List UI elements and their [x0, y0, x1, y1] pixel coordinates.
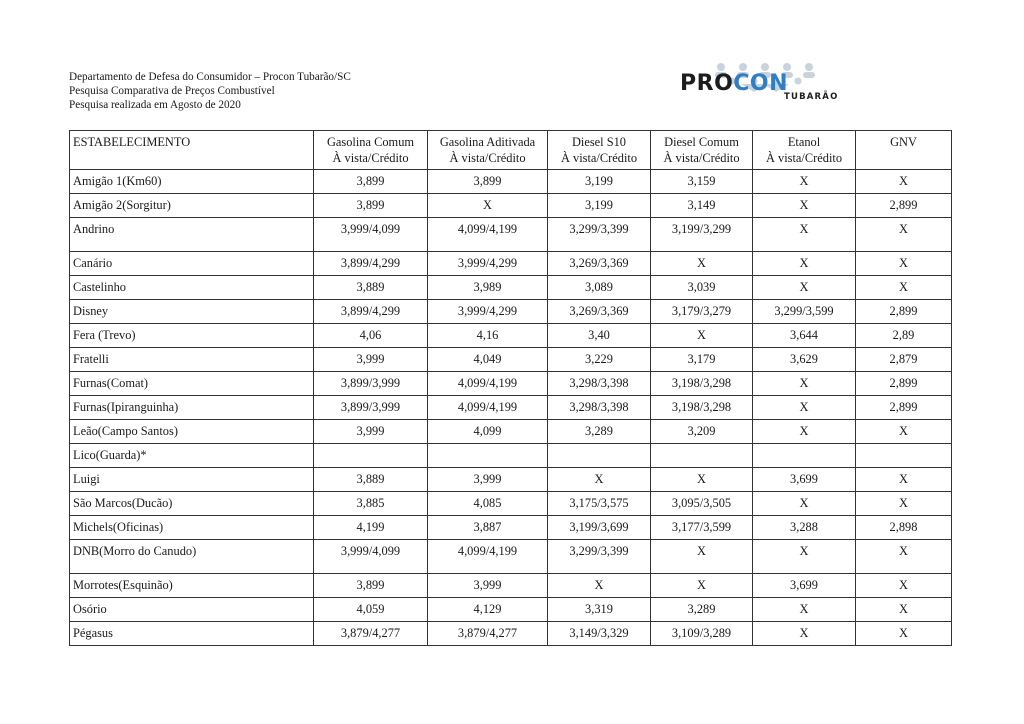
column-header-payment: À vista/Crédito [560, 151, 638, 165]
price-cell-diesel-s10: 3,199 [548, 170, 651, 194]
establishment-name: Osório [70, 598, 314, 622]
price-cell-gasolina-aditivada: 3,989 [428, 276, 548, 300]
price-cell-gnv: X [856, 276, 952, 300]
price-cell-diesel-s10: 3,319 [548, 598, 651, 622]
establishment-name: Morrotes(Esquinão) [70, 574, 314, 598]
establishment-name: Amigão 2(Sorgitur) [70, 194, 314, 218]
establishment-name: Andrino [70, 218, 314, 252]
price-cell-etanol: 3,299/3,599 [753, 300, 856, 324]
price-cell-etanol: X [753, 252, 856, 276]
establishment-name: Fera (Trevo) [70, 324, 314, 348]
header-line-survey-date: Pesquisa realizada em Agosto de 2020 [69, 99, 241, 111]
price-cell-gnv: 2,879 [856, 348, 952, 372]
table-row [70, 324, 952, 348]
price-cell-diesel-s10: X [548, 574, 651, 598]
price-cell-gasolina-comum: 3,899/3,999 [314, 396, 428, 420]
price-cell-gasolina-comum: 3,889 [314, 468, 428, 492]
price-cell-gasolina-aditivada: 3,879/4,277 [428, 622, 548, 646]
price-cell-gasolina-aditivada: 4,099/4,199 [428, 396, 548, 420]
price-cell-gnv: X [856, 420, 952, 444]
price-cell-gnv: X [856, 574, 952, 598]
price-cell-diesel-comum [651, 444, 753, 468]
price-cell-diesel-s10: 3,175/3,575 [548, 492, 651, 516]
price-cell-diesel-s10: 3,298/3,398 [548, 396, 651, 420]
price-cell-gasolina-aditivada: 4,099/4,199 [428, 540, 548, 574]
table-row [70, 540, 952, 574]
column-header-payment: À vista/Crédito [449, 151, 526, 165]
price-cell-gnv: 2,899 [856, 194, 952, 218]
price-cell-gasolina-comum [314, 444, 428, 468]
establishment-name: Amigão 1(Km60) [70, 170, 314, 194]
price-cell-gnv [856, 444, 952, 468]
price-cell-gnv: X [856, 598, 952, 622]
price-cell-gasolina-comum: 4,059 [314, 598, 428, 622]
column-header-payment: À vista/Crédito [765, 151, 843, 165]
price-cell-gasolina-aditivada: 3,999/4,299 [428, 300, 548, 324]
price-cell-etanol: X [753, 492, 856, 516]
price-cell-gasolina-aditivada: 3,999/4,299 [428, 252, 548, 276]
price-cell-gasolina-aditivada: 4,099 [428, 420, 548, 444]
price-cell-diesel-s10: 3,199 [548, 194, 651, 218]
establishment-name: Disney [70, 300, 314, 324]
table-row [70, 194, 952, 218]
header-line-survey-title: Pesquisa Comparativa de Preços Combustível [69, 85, 275, 97]
column-header-label: Gasolina Comum [326, 135, 415, 149]
column-header-label: Gasolina Aditivada [439, 135, 536, 149]
price-cell-gasolina-comum: 3,899/4,299 [314, 300, 428, 324]
establishment-name: São Marcos(Ducão) [70, 492, 314, 516]
column-header-label: GNV [890, 135, 917, 149]
column-header-establishment [70, 131, 314, 170]
price-cell-gasolina-aditivada: 3,999 [428, 468, 548, 492]
column-header-etanol [753, 131, 856, 170]
price-cell-diesel-comum: 3,177/3,599 [651, 516, 753, 540]
price-cell-etanol: X [753, 396, 856, 420]
table-row [70, 218, 952, 252]
price-cell-diesel-comum: 3,159 [651, 170, 753, 194]
procon-logo [676, 62, 846, 102]
price-cell-diesel-comum: 3,198/3,298 [651, 372, 753, 396]
price-cell-diesel-comum: X [651, 252, 753, 276]
fuel-price-table [69, 130, 952, 646]
price-cell-diesel-comum: 3,209 [651, 420, 753, 444]
price-cell-gnv: X [856, 492, 952, 516]
price-cell-diesel-s10: 3,149/3,329 [548, 622, 651, 646]
price-cell-gnv: X [856, 170, 952, 194]
column-header-diesel-s10 [548, 131, 651, 170]
price-cell-gnv: 2,899 [856, 300, 952, 324]
price-cell-diesel-comum: 3,198/3,298 [651, 396, 753, 420]
price-cell-gasolina-aditivada: X [428, 194, 548, 218]
price-cell-etanol: X [753, 622, 856, 646]
table-row [70, 420, 952, 444]
price-cell-gnv: X [856, 540, 952, 574]
price-cell-gasolina-comum: 3,899/3,999 [314, 372, 428, 396]
document-header [69, 70, 351, 112]
price-cell-diesel-comum: X [651, 574, 753, 598]
price-cell-diesel-comum: 3,039 [651, 276, 753, 300]
price-cell-etanol: X [753, 598, 856, 622]
price-cell-diesel-comum: 3,149 [651, 194, 753, 218]
price-cell-diesel-s10: 3,199/3,699 [548, 516, 651, 540]
column-header-label: Diesel S10 [571, 135, 627, 149]
price-cell-etanol: 3,644 [753, 324, 856, 348]
price-cell-gasolina-aditivada: 4,099/4,199 [428, 218, 548, 252]
establishment-name: Luigi [70, 468, 314, 492]
price-cell-etanol: X [753, 194, 856, 218]
price-cell-gasolina-comum: 4,199 [314, 516, 428, 540]
price-cell-gnv: 2,89 [856, 324, 952, 348]
table-row [70, 622, 952, 646]
price-cell-etanol: X [753, 276, 856, 300]
price-cell-gasolina-comum: 3,899 [314, 194, 428, 218]
column-header-payment: À vista/Crédito [663, 151, 740, 165]
price-cell-gasolina-aditivada: 4,085 [428, 492, 548, 516]
column-header-payment: À vista/Crédito [332, 151, 409, 165]
price-cell-gasolina-comum: 3,999 [314, 348, 428, 372]
column-header-gnv [856, 131, 952, 170]
table-row [70, 492, 952, 516]
establishment-name: Leão(Campo Santos) [70, 420, 314, 444]
table-row [70, 300, 952, 324]
price-cell-gasolina-aditivada: 3,887 [428, 516, 548, 540]
establishment-name: Canário [70, 252, 314, 276]
price-cell-gasolina-aditivada: 4,16 [428, 324, 548, 348]
table-row [70, 252, 952, 276]
price-cell-etanol: X [753, 540, 856, 574]
price-cell-etanol: X [753, 218, 856, 252]
price-cell-diesel-comum: X [651, 468, 753, 492]
price-cell-gnv: X [856, 622, 952, 646]
price-cell-etanol [753, 444, 856, 468]
table-row [70, 372, 952, 396]
establishment-name: Fratelli [70, 348, 314, 372]
price-cell-diesel-s10: 3,269/3,369 [548, 252, 651, 276]
price-cell-diesel-comum: 3,289 [651, 598, 753, 622]
price-cell-gasolina-comum: 3,889 [314, 276, 428, 300]
price-cell-gasolina-comum: 3,879/4,277 [314, 622, 428, 646]
column-header-label: Diesel Comum [664, 135, 739, 149]
establishment-name: Lico(Guarda)* [70, 444, 314, 468]
price-cell-etanol: X [753, 420, 856, 444]
price-cell-diesel-s10: 3,289 [548, 420, 651, 444]
price-cell-diesel-comum: 3,179 [651, 348, 753, 372]
header-line-department: Departamento de Defesa do Consumidor – Procon Tubarão/SC [69, 71, 351, 83]
price-cell-gasolina-comum: 3,999/4,099 [314, 540, 428, 574]
establishment-name: Pégasus [70, 622, 314, 646]
establishment-name: Castelinho [70, 276, 314, 300]
price-cell-gasolina-comum: 4,06 [314, 324, 428, 348]
table-row [70, 348, 952, 372]
table-row [70, 444, 952, 468]
price-cell-gasolina-aditivada: 4,049 [428, 348, 548, 372]
price-cell-diesel-s10: 3,299/3,399 [548, 218, 651, 252]
price-cell-gasolina-aditivada: 4,099/4,199 [428, 372, 548, 396]
price-cell-gasolina-comum: 3,899 [314, 574, 428, 598]
price-cell-etanol: X [753, 170, 856, 194]
price-cell-gnv: 2,899 [856, 372, 952, 396]
price-cell-diesel-s10: 3,269/3,369 [548, 300, 651, 324]
price-cell-diesel-s10: X [548, 468, 651, 492]
logo-subtitle: TUBARÃO [784, 92, 839, 102]
table-row [70, 574, 952, 598]
price-cell-diesel-s10 [548, 444, 651, 468]
price-cell-etanol: 3,699 [753, 468, 856, 492]
establishment-name: Furnas(Ipiranguinha) [70, 396, 314, 420]
price-cell-gasolina-comum: 3,999/4,099 [314, 218, 428, 252]
price-cell-diesel-comum: X [651, 324, 753, 348]
column-header-diesel-comum [651, 131, 753, 170]
price-cell-gasolina-aditivada: 3,899 [428, 170, 548, 194]
price-cell-gasolina-comum: 3,899 [314, 170, 428, 194]
column-header-label: ESTABELECIMENTO [73, 135, 191, 149]
table-row [70, 276, 952, 300]
column-header-label: Etanol [787, 135, 821, 149]
price-cell-diesel-s10: 3,089 [548, 276, 651, 300]
price-cell-etanol: 3,629 [753, 348, 856, 372]
price-cell-gasolina-aditivada [428, 444, 548, 468]
price-cell-gasolina-aditivada: 4,129 [428, 598, 548, 622]
price-cell-diesel-comum: X [651, 540, 753, 574]
table-row [70, 396, 952, 420]
table-row [70, 170, 952, 194]
price-cell-gasolina-comum: 3,885 [314, 492, 428, 516]
price-cell-etanol: X [753, 372, 856, 396]
table-header-row [70, 131, 952, 170]
price-cell-diesel-s10: 3,298/3,398 [548, 372, 651, 396]
establishment-name: Michels(Oficinas) [70, 516, 314, 540]
price-cell-gnv: X [856, 468, 952, 492]
price-cell-diesel-s10: 3,40 [548, 324, 651, 348]
price-cell-etanol: 3,699 [753, 574, 856, 598]
table-row [70, 468, 952, 492]
price-cell-gasolina-aditivada: 3,999 [428, 574, 548, 598]
price-cell-gnv: X [856, 218, 952, 252]
establishment-name: DNB(Morro do Canudo) [70, 540, 314, 574]
price-cell-diesel-s10: 3,229 [548, 348, 651, 372]
table-row [70, 598, 952, 622]
price-cell-gnv: 2,899 [856, 396, 952, 420]
column-header-gasolina-aditivada [428, 131, 548, 170]
price-cell-diesel-comum: 3,109/3,289 [651, 622, 753, 646]
price-cell-diesel-s10: 3,299/3,399 [548, 540, 651, 574]
column-header-gasolina-comum [314, 131, 428, 170]
price-cell-gasolina-comum: 3,999 [314, 420, 428, 444]
price-cell-etanol: 3,288 [753, 516, 856, 540]
price-cell-gasolina-comum: 3,899/4,299 [314, 252, 428, 276]
establishment-name: Furnas(Comat) [70, 372, 314, 396]
price-cell-gnv: 2,898 [856, 516, 952, 540]
price-cell-diesel-comum: 3,095/3,505 [651, 492, 753, 516]
logo-wordmark: PROCON [680, 71, 789, 96]
table-row [70, 516, 952, 540]
price-cell-diesel-comum: 3,179/3,279 [651, 300, 753, 324]
price-cell-gnv: X [856, 252, 952, 276]
price-cell-diesel-comum: 3,199/3,299 [651, 218, 753, 252]
